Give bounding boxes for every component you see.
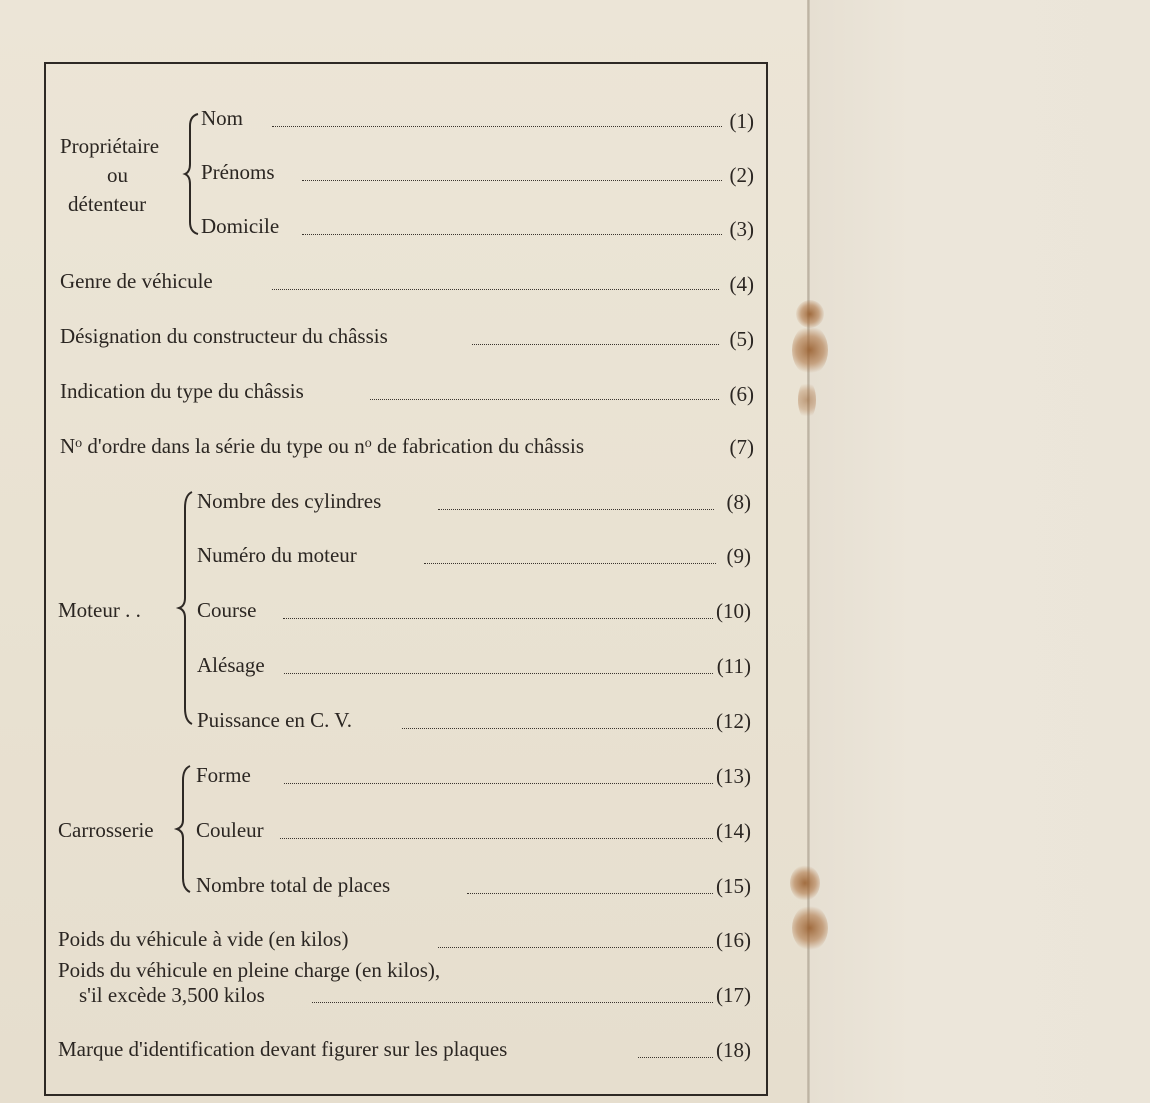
field-label-genre: Genre de véhicule [60,269,213,293]
owner-label-line3: détenteur [68,192,147,216]
field-label-couleur: Couleur [196,818,264,842]
field-number-16: (16) [716,928,751,952]
field-fill-type[interactable] [370,399,719,400]
field-label-numero-ordre [60,436,584,457]
field-number-11: (11) [716,654,751,678]
motor-brace [176,490,196,726]
motor-label: Moteur . . [58,598,141,622]
label-sup: o [75,436,83,451]
field-fill-cylindres[interactable] [438,509,714,510]
field-fill-alesage[interactable] [284,673,713,674]
rust-stain [798,380,816,420]
rust-stain [792,325,828,375]
field-label-moteur: Numéro du moteur [197,543,357,567]
field-number-18: (18) [716,1038,751,1062]
rust-stain [792,905,828,951]
field-fill-forme[interactable] [284,783,713,784]
field-fill-poids-charge[interactable] [312,1002,713,1003]
body-label: Carrosserie [58,818,154,842]
field-number-17: (17) [716,983,751,1007]
field-number-9: (9) [726,544,751,568]
field-fill-poids-vide[interactable] [438,947,713,948]
owner-label-line2: ou [107,163,128,187]
right-page [810,0,1150,1103]
field-label-poids-charge: Poids du véhicule en pleine charge (en kilos), [58,958,441,982]
field-number-14: (14) [716,819,751,843]
owner-label-line1: Propriétaire [60,134,160,158]
field-label-constructeur: Désignation du constructeur du châssis [60,324,388,348]
field-label-type: Indication du type du châssis [60,379,304,403]
label-sup: o [364,436,372,451]
field-label-nom: Nom [201,106,243,130]
field-number-7: (7) [729,435,754,459]
body-brace [174,764,194,894]
field-fill-puissance[interactable] [402,728,713,729]
field-label-forme: Forme [196,763,251,787]
field-fill-domicile[interactable] [302,234,722,235]
field-number-6: (6) [729,382,754,406]
field-number-8: (8) [726,490,751,514]
owner-brace [182,112,202,236]
label-part: de fabrication du châssis [371,434,584,458]
field-label-alesage: Alésage [197,653,265,677]
field-fill-couleur[interactable] [280,838,713,839]
field-label-poids-charge-line2: s'il excède 3,500 kilos [79,983,265,1007]
field-label-prenoms: Prénoms [201,160,275,184]
field-label-marque: Marque d'identification devant figurer sur les plaques [58,1037,508,1061]
field-number-3: (3) [729,217,754,241]
label-part: d'ordre dans la série du type ou n [82,434,365,458]
field-fill-course[interactable] [283,618,713,619]
field-number-12: (12) [716,709,751,733]
rust-stain [790,865,820,901]
field-label-domicile: Domicile [201,214,280,238]
field-number-2: (2) [729,163,754,187]
field-label-cylindres: Nombre des cylindres [197,489,382,513]
field-fill-constructeur[interactable] [472,344,719,345]
field-label-puissance: Puissance en C. V. [197,708,352,732]
field-number-13: (13) [716,764,751,788]
field-fill-nom[interactable] [272,126,722,127]
field-number-10: (10) [716,599,751,623]
field-label-course: Course [197,598,257,622]
field-number-4: (4) [729,272,754,296]
field-fill-marque[interactable] [638,1057,713,1058]
field-fill-places[interactable] [467,893,713,894]
field-label-poids-vide: Poids du véhicule à vide (en kilos) [58,927,349,951]
rust-stain [796,300,824,328]
field-number-15: (15) [716,874,751,898]
field-number-5: (5) [729,327,754,351]
field-fill-genre[interactable] [272,289,719,290]
field-label-places: Nombre total de places [196,873,391,897]
field-fill-prenoms[interactable] [302,180,722,181]
field-fill-moteur[interactable] [424,563,716,564]
label-part: N [60,434,76,458]
field-number-1: (1) [729,109,754,133]
